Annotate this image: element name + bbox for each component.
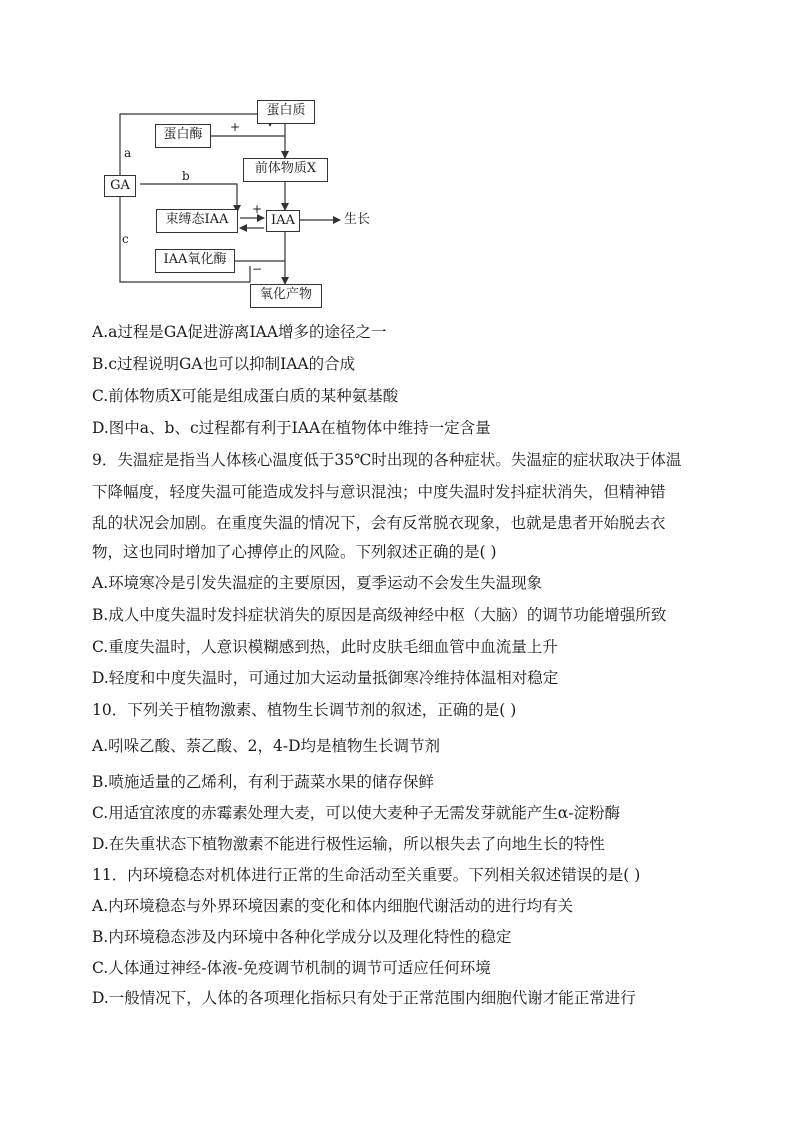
q9-option-b: B.成人中度失温时发抖症状消失的原因是高级神经中枢（大脑）的调节功能增强所致 [92,606,667,624]
q9-stem-line1: 9．失温症是指当人体核心温度低于35℃时出现的各种症状。失温症的症状取决于体温 [92,451,682,469]
label-c: c [122,232,129,246]
box-oxidation-product: 氧化产物 [250,284,322,308]
label-b: b [182,169,190,183]
q9-stem-line2: 下降幅度，轻度失温可能造成发抖与意识混浊；中度失温时发抖症状消失，但精神错 [92,483,666,501]
q11-option-c: C.人体通过神经-体液-免疫调节机制的调节可适应任何环境 [92,959,491,977]
q10-option-b: B.喷施适量的乙烯利，有利于蔬菜水果的储存保鲜 [92,773,434,791]
q11-option-b: B.内环境稳态涉及内环境中各种化学成分以及理化特性的稳定 [92,928,512,946]
box-iaa: IAA [266,210,300,232]
box-protease: 蛋白酶 [155,124,211,148]
q10-option-a: A.吲哚乙酸、萘乙酸、2，4-D均是植物生长调节剂 [92,737,441,755]
q9-stem-line3: 乱的状况会加剧。在重度失温的情况下，会有反常脱衣现象，也就是患者开始脱去衣 [92,514,666,532]
q10-stem: 10．下列关于植物激素、植物生长调节剂的叙述，正确的是( ) [92,701,517,719]
box-bound-iaa: 束缚态IAA [156,209,238,233]
box-protein: 蛋白质 [257,100,315,124]
q9-option-d: D.轻度和中度失温时，可通过加大运动量抵御寒冷维持体温相对稳定 [92,669,559,687]
q8-option-b: B.c过程说明GA也可以抑制IAA的合成 [92,355,356,373]
label-minus-oxidase: − [252,262,263,276]
q11-option-d: D.一般情况下，人体的各项理化指标只有处于正常范围内细胞代谢才能正常进行 [92,989,636,1007]
label-plus-protease: + [230,120,241,134]
label-growth: 生长 [344,212,371,227]
q9-option-c: C.重度失温时，人意识模糊感到热，此时皮肤毛细血管中血流量上升 [92,638,558,656]
q8-option-a: A.a过程是GA促进游离IAA增多的途径之一 [92,323,387,341]
path-b [140,184,237,212]
q8-option-c: C.前体物质X可能是组成蛋白质的某种氨基酸 [92,387,399,405]
diagram-connectors [100,96,400,311]
q9-stem-line4: 物，这也同时增加了心搏停止的风险。下列叙述正确的是( ) [92,543,497,561]
box-ga: GA [104,175,136,197]
label-a: a [124,146,132,160]
q11-stem: 11．内环境稳态对机体进行正常的生命活动至关重要。下列相关叙述错误的是( ) [92,866,641,884]
label-plus-iaa: + [252,202,263,216]
box-iaa-oxidase: IAA氧化酶 [155,249,235,273]
box-precursor-x: 前体物质X [243,158,328,182]
q11-option-a: A.内环境稳态与外界环境因素的变化和体内细胞代谢活动的进行均有关 [92,897,574,915]
q8-option-d: D.图中a、b、c过程都有利于IAA在植物体中维持一定含量 [92,419,491,437]
q9-option-a: A.环境寒冷是引发失温症的主要原因，夏季运动不会发生失温现象 [92,574,543,592]
iaa-regulation-diagram [100,96,400,311]
q10-option-c: C.用适宜浓度的赤霉素处理大麦，可以使大麦种子无需发芽就能产生α-淀粉酶 [92,804,620,822]
q10-option-d: D.在失重状态下植物激素不能进行极性运输，所以根失去了向地生长的特性 [92,835,605,853]
